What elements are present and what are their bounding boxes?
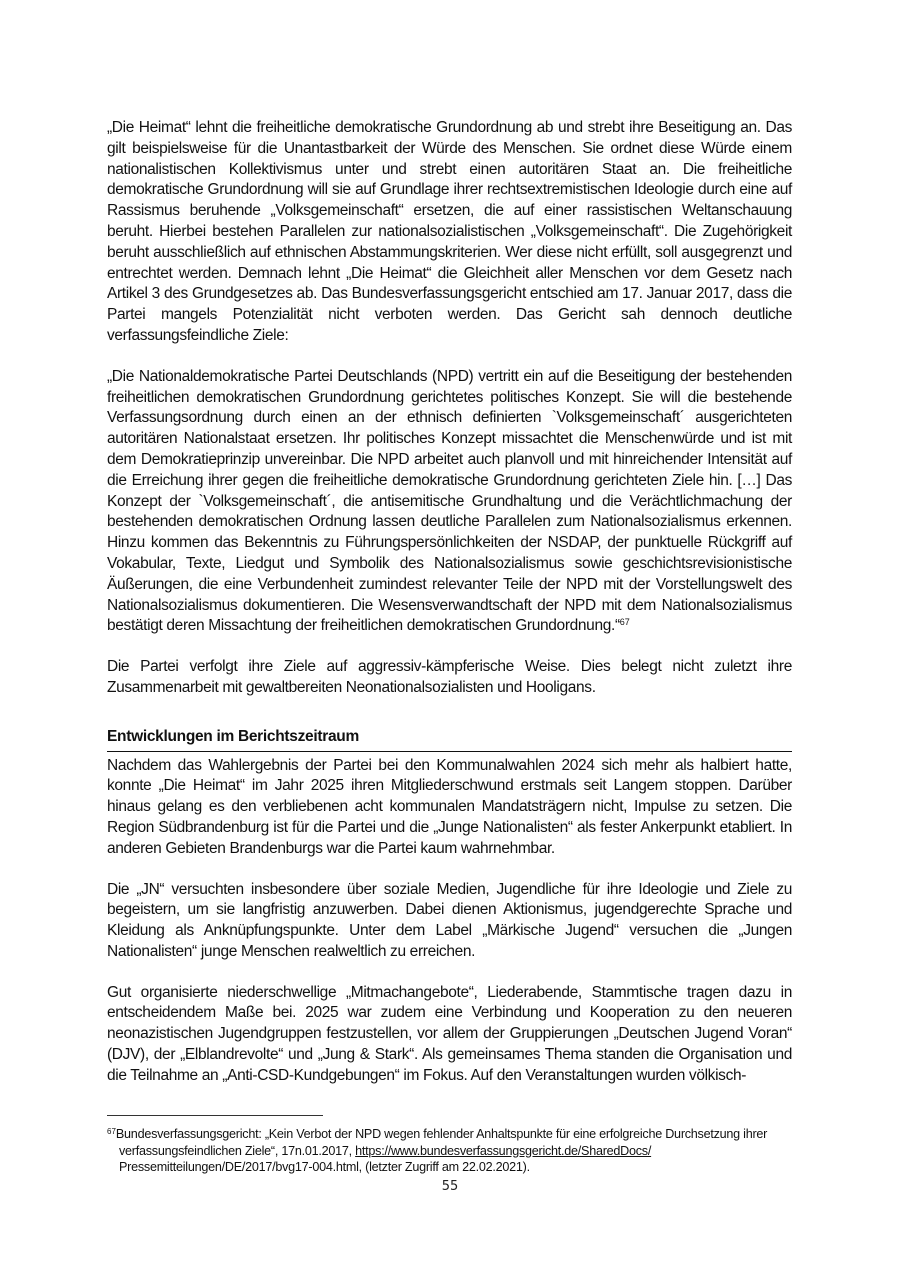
- paragraph: Die „JN“ versuchten insbesondere über soziale Medien, Jugendliche für ihre Ideologie und Ziele zu begeistern, um sie langfristig anzuwerben. Dabei dienen Aktionismus, jugendgerechte Sprache und Kleidung als Anknüpfungspunkte. Unter dem Label „Märkische Jugend“ versuchen die „Jungen Nationalisten“ junge Menschen realweltlich zu erreichen.: [107, 880, 792, 960]
- section-heading: Entwicklungen im Berichtszeitraum: [107, 727, 792, 752]
- footnote-reference[interactable]: 67: [619, 617, 630, 628]
- footnote-text: Bundesverfassungsgericht: „Kein Verbot der NPD wegen fehlender Anhaltspunkte für eine erfolgreiche Durchsetzung ihrer verfassungsfeindlichen Ziele“, 17n.01.2017,: [115, 1127, 768, 1158]
- paragraph: „Die Heimat“ lehnt die freiheitliche demokratische Grundordnung ab und strebt ihre Beseitigung an. Das gilt beispielsweise für die Unantastbarkeit der Würde des Menschen. Sie ordnet diese Würde einem nationalistischen Kollektivismus unter und strebt einen autoritären Staat an. Die freiheitliche demokratische Grundordnung will sie auf Grundlage ihrer rechtsextremistischen Ideologie durch eine auf Rassismus beruhende „Volksgemeinschaft“ ersetzen, die auf einer rassistischen Weltanschauung beruht. Hierbei bestehen Parallelen zur nationalsozialistischen „Volksgemeinschaft“. Die Zugehörigkeit beruht ausschließlich auf ethnischen Abstammungskriterien. Wer diese nicht erfüllt, soll ausgegrenzt und entrechtet werden. Demnach lehnt „Die Heimat“ die Gleichheit aller Menschen vor dem Gesetz nach Artikel 3 des Grundgesetzes ab. Das Bundesverfassungsgericht entschied am 17. Januar 2017, dass die Partei mangels Potenzialität nicht verboten werden. Das Gericht sah dennoch deutliche verfassungsfeindliche Ziele:: [107, 119, 792, 344]
- paragraph: Die Partei verfolgt ihre Ziele auf aggressiv-kämpferische Weise. Dies belegt nicht zuletzt ihre Zusammenarbeit mit gewaltbereiten Neonationalsozialisten und Hooligans.: [107, 658, 792, 696]
- footnote-body: [107, 1126, 792, 1176]
- footnote-separator: [107, 1115, 323, 1116]
- quote-text: „Die Nationaldemokratische Partei Deutschlands (NPD) vertritt ein auf die Beseitigung der bestehenden freiheitlichen demokratischen Grundordnung gerichtetes politisches Konzept. Sie will die bestehende Verfassungsordnung durch einen an der ethnisch definierten `Volksgemeinschaft´ ausgerichteten autoritären Nationalstaat ersetzen. Ihr politisches Konzept missachtet die Menschenwürde und ist mit dem Demokratieprinzip unvereinbar. Die NPD arbeitet auch planvoll und mit hinreichender Intensität auf die Erreichung ihrer gegen die freiheitliche demokratische Grundordnung gerichteten Ziele hin. […] Das Konzept der `Volksgemeinschaft´, die antisemitische Grundhaltung und die Verächtlichmachung der bestehenden demokratischen Ordnung lassen deutliche Parallelen zum Nationalsozialismus erkennen. Hinzu kommen das Bekenntnis zu Führungspersönlichkeiten der NSDAP, der punktuelle Rückgriff auf Vokabular, Texte, Liedgut und Symbolik des Nationalsozialismus sowie geschichtsrevisionistische Äußerungen, die eine Verbundenheit zumindest relevanter Teile der NPD mit der Vorstellungswelt des Nationalsozialismus dokumentieren. Die Wesensverwandtschaft der NPD mit dem Nationalsozialismus bestätigt deren Missachtung der freiheitlichen demokratischen Grundordnung.“: [107, 367, 792, 635]
- footnote-link[interactable]: https://www.bundesverfassungsgericht.de/SharedDocs/: [355, 1143, 652, 1158]
- paragraph: Nachdem das Wahlergebnis der Partei bei den Kommunalwahlen 2024 sich mehr als halbiert hatte, konnte „Die Heimat“ im Jahr 2025 ihren Mitgliederschwund erstmals seit Langem stoppen. Darüber hinaus gelang es den verbliebenen acht kommunalen Mandatsträgern nicht, Impulse zu setzen. Die Region Südbrandenburg ist für die Partei und die „Junge Nationalisten“ als fester Ankerpunkt etabliert. In anderen Gebieten Brandenburgs war die Partei kaum wahrnehmbar.: [107, 756, 792, 857]
- footnote-text-end: Pressemitteilungen/DE/2017/bvg17-004.html, (letzter Zugriff am 22.02.2021).: [119, 1160, 530, 1174]
- paragraph: Gut organisierte niederschwellige „Mitmachangebote“, Liederabende, Stammtische tragen dazu in entscheidendem Maße bei. 2025 war zudem eine Verbindung und Kooperation zu den neueren neonazistischen Jugendgruppen festzustellen, vor allem der Gruppierungen „Deutschen Jugend Voran“ (DJV), der „Elblandrevolte“ und „Jung & Stark“. Als gemeinsames Thema standen die Organisation und die Teilnahme an „Anti-CSD-Kundgebungen“ im Fokus. Auf den Veranstaltungen wurden völkisch-: [107, 983, 792, 1084]
- page-number: 55: [441, 1179, 459, 1194]
- footnote: [107, 1126, 792, 1176]
- footnote-number: 67: [107, 1127, 116, 1136]
- body-text: [107, 118, 792, 1087]
- quote-paragraph: [107, 367, 792, 637]
